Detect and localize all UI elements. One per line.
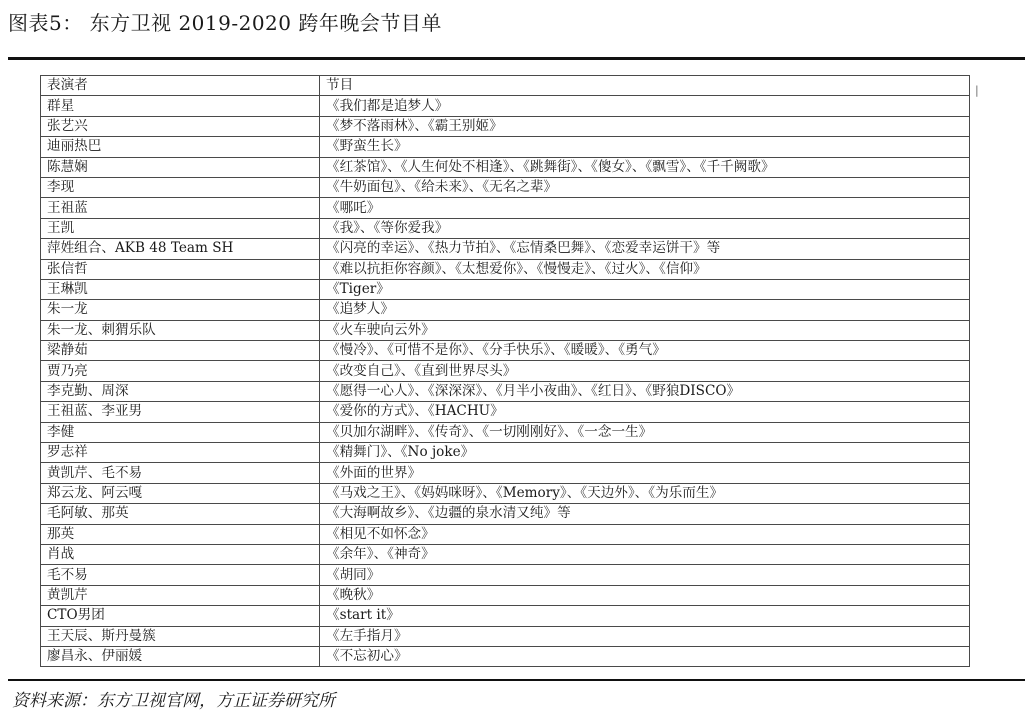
side-mark: | bbox=[975, 84, 979, 97]
program-cell: 《闪亮的幸运》、《热力节拍》、《忘情桑巴舞》、《恋爱幸运饼干》等 bbox=[320, 239, 970, 259]
table-row bbox=[41, 402, 970, 422]
program-cell: 《外面的世界》 bbox=[320, 463, 970, 483]
table-row bbox=[41, 646, 970, 666]
performer-cell: CTO男团 bbox=[41, 606, 320, 626]
figure-title: 图表5： 东方卫视 2019-2020 跨年晚会节目单 bbox=[8, 11, 442, 35]
table-row bbox=[41, 239, 970, 259]
performer-cell: 黄凯芹 bbox=[41, 585, 320, 605]
table-row bbox=[41, 116, 970, 136]
table-row bbox=[41, 361, 970, 381]
performer-cell: 李克勤、周深 bbox=[41, 381, 320, 401]
program-cell: 《Tiger》 bbox=[320, 279, 970, 299]
program-cell: 《马戏之王》、《妈妈咪呀》、《Memory》、《天边外》、《为乐而生》 bbox=[320, 483, 970, 503]
program-cell: 《start it》 bbox=[320, 606, 970, 626]
performer-cell: 王天辰、斯丹曼簇 bbox=[41, 626, 320, 646]
table-row bbox=[41, 483, 970, 503]
table-row bbox=[41, 585, 970, 605]
program-cell: 《哪吒》 bbox=[320, 198, 970, 218]
program-cell: 《左手指月》 bbox=[320, 626, 970, 646]
table-row bbox=[41, 341, 970, 361]
program-table bbox=[40, 75, 970, 667]
program-cell: 《慢冷》、《可惜不是你》、《分手快乐》、《暖暖》、《勇气》 bbox=[320, 341, 970, 361]
program-cell: 《我们都是追梦人》 bbox=[320, 96, 970, 116]
program-cell: 《野蛮生长》 bbox=[320, 137, 970, 157]
table-row bbox=[41, 177, 970, 197]
program-cell: 《梦不落雨林》、《霸王别姬》 bbox=[320, 116, 970, 136]
performer-cell: 廖昌永、伊丽媛 bbox=[41, 646, 320, 666]
bottom-divider bbox=[8, 679, 1025, 681]
table-row bbox=[41, 218, 970, 238]
table-row bbox=[41, 504, 970, 524]
table-row bbox=[41, 463, 970, 483]
performer-cell: 朱一龙 bbox=[41, 300, 320, 320]
table-row bbox=[41, 259, 970, 279]
performer-cell: 梁静茹 bbox=[41, 341, 320, 361]
header-program: 节目 bbox=[320, 76, 970, 96]
header-performer: 表演者 bbox=[41, 76, 320, 96]
program-cell: 《红茶馆》、《人生何处不相逢》、《跳舞街》、《傻女》、《飘雪》、《千千阙歌》 bbox=[320, 157, 970, 177]
program-cell: 《改变自己》、《直到世界尽头》 bbox=[320, 361, 970, 381]
program-cell: 《愿得一心人》、《深深深》、《月半小夜曲》、《红日》、《野狼DISCO》 bbox=[320, 381, 970, 401]
performer-cell: 王凯 bbox=[41, 218, 320, 238]
program-table-body bbox=[41, 76, 970, 667]
table-row bbox=[41, 443, 970, 463]
table-row bbox=[41, 157, 970, 177]
program-cell: 《相见不如怀念》 bbox=[320, 524, 970, 544]
program-cell: 《晚秋》 bbox=[320, 585, 970, 605]
program-cell: 《难以抗拒你容颜》、《太想爱你》、《慢慢走》、《过火》、《信仰》 bbox=[320, 259, 970, 279]
table-row bbox=[41, 198, 970, 218]
program-cell: 《牛奶面包》、《给未来》、《无名之辈》 bbox=[320, 177, 970, 197]
table-row bbox=[41, 524, 970, 544]
performer-cell: 陈慧娴 bbox=[41, 157, 320, 177]
performer-cell: 萍姓组合、AKB 48 Team SH bbox=[41, 239, 320, 259]
table-row bbox=[41, 279, 970, 299]
table-row bbox=[41, 606, 970, 626]
program-cell: 《追梦人》 bbox=[320, 300, 970, 320]
performer-cell: 朱一龙、刺猬乐队 bbox=[41, 320, 320, 340]
performer-cell: 李健 bbox=[41, 422, 320, 442]
performer-cell: 迪丽热巴 bbox=[41, 137, 320, 157]
program-cell: 《爱你的方式》、《HACHU》 bbox=[320, 402, 970, 422]
table-row bbox=[41, 381, 970, 401]
table-header-row bbox=[41, 76, 970, 96]
performer-cell: 张信哲 bbox=[41, 259, 320, 279]
performer-cell: 王祖蓝 bbox=[41, 198, 320, 218]
table-row bbox=[41, 626, 970, 646]
table-row bbox=[41, 96, 970, 116]
table-row bbox=[41, 422, 970, 442]
performer-cell: 那英 bbox=[41, 524, 320, 544]
performer-cell: 王祖蓝、李亚男 bbox=[41, 402, 320, 422]
performer-cell: 黄凯芹、毛不易 bbox=[41, 463, 320, 483]
top-divider bbox=[8, 57, 1025, 60]
program-cell: 《我》、《等你爱我》 bbox=[320, 218, 970, 238]
performer-cell: 罗志祥 bbox=[41, 443, 320, 463]
performer-cell: 肖战 bbox=[41, 544, 320, 564]
program-cell: 《大海啊故乡》、《边疆的泉水清又纯》等 bbox=[320, 504, 970, 524]
performer-cell: 毛阿敏、那英 bbox=[41, 504, 320, 524]
program-cell: 《不忘初心》 bbox=[320, 646, 970, 666]
performer-cell: 群星 bbox=[41, 96, 320, 116]
program-cell: 《精舞门》、《No joke》 bbox=[320, 443, 970, 463]
table-row bbox=[41, 300, 970, 320]
performer-cell: 贾乃亮 bbox=[41, 361, 320, 381]
performer-cell: 张艺兴 bbox=[41, 116, 320, 136]
table-row bbox=[41, 137, 970, 157]
program-cell: 《余年》、《神奇》 bbox=[320, 544, 970, 564]
performer-cell: 李现 bbox=[41, 177, 320, 197]
performer-cell: 郑云龙、阿云嘎 bbox=[41, 483, 320, 503]
program-cell: 《火车驶向云外》 bbox=[320, 320, 970, 340]
program-cell: 《胡同》 bbox=[320, 565, 970, 585]
performer-cell: 王琳凯 bbox=[41, 279, 320, 299]
table-row bbox=[41, 544, 970, 564]
table-row bbox=[41, 565, 970, 585]
performer-cell: 毛不易 bbox=[41, 565, 320, 585]
table-row bbox=[41, 320, 970, 340]
source-note: 资料来源：东方卫视官网，方正证券研究所 bbox=[12, 691, 335, 711]
program-cell: 《贝加尔湖畔》、《传奇》、《一切刚刚好》、《一念一生》 bbox=[320, 422, 970, 442]
